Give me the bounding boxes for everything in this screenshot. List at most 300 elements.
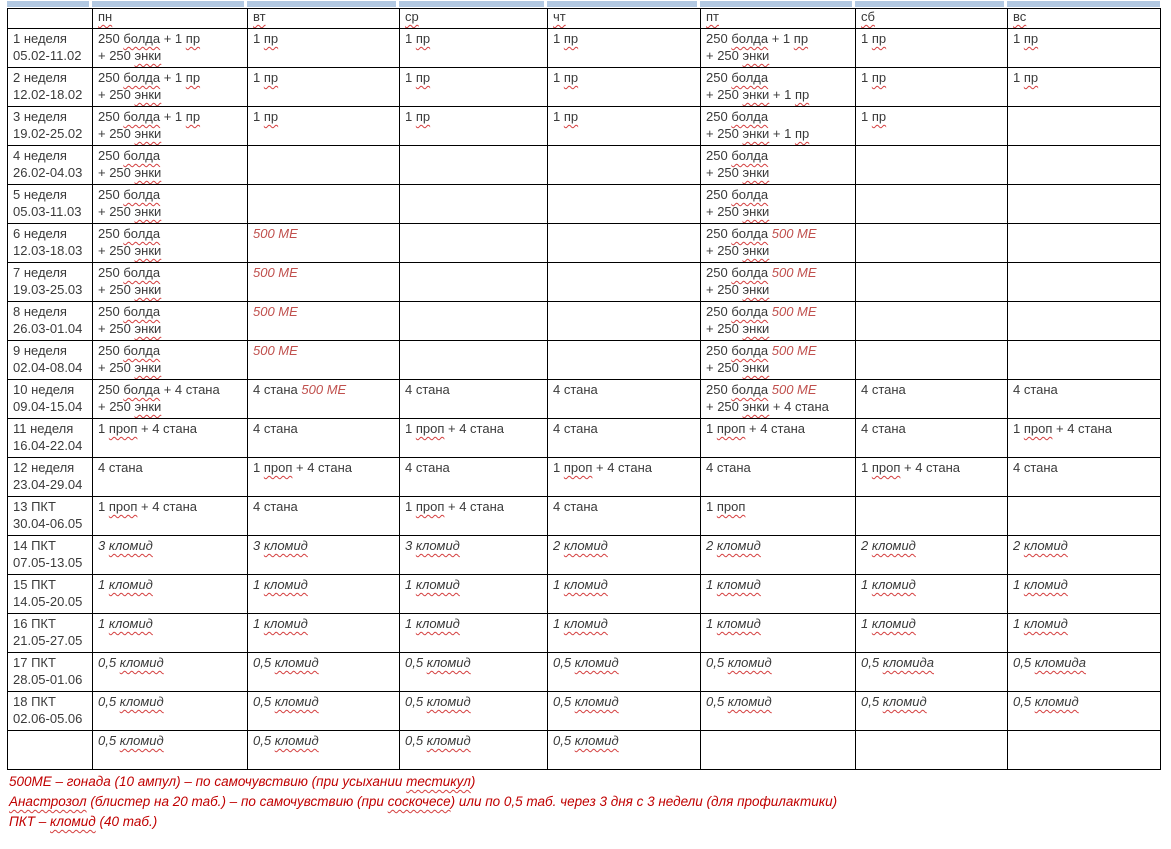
- schedule-cell: 4 стана: [1008, 380, 1161, 419]
- schedule-cell: 0,5 кломид: [93, 653, 248, 692]
- schedule-cell: 250 болда + 250 энки: [93, 341, 248, 380]
- schedule-cell: 1 пр: [400, 107, 548, 146]
- table-row: [8, 146, 1161, 185]
- spellcheck-word: соскочесе: [387, 794, 451, 809]
- schedule-cell: 1 пр: [1008, 29, 1161, 68]
- schedule-cell: 4 стана: [548, 380, 701, 419]
- day-header-вт: [248, 9, 400, 29]
- schedule-cell: 1 пр: [1008, 68, 1161, 107]
- week-label-cell: 12 неделя 23.04-29.04: [8, 458, 93, 497]
- dose-500me: 500 МЕ: [253, 304, 298, 319]
- schedule-cell: 1 кломид: [856, 614, 1008, 653]
- spellcheck-word: энки: [742, 126, 770, 141]
- spellcheck-word: кломид: [563, 538, 608, 553]
- table-row: [8, 497, 1161, 536]
- table-row: [8, 458, 1161, 497]
- schedule-table: [7, 8, 1161, 770]
- spellcheck-word: энки: [742, 243, 770, 258]
- table-row: [8, 185, 1161, 224]
- week-label-cell: 4 неделя 26.02-04.03: [8, 146, 93, 185]
- schedule-cell: 0,5 кломид: [548, 692, 701, 731]
- schedule-cell: [1008, 263, 1161, 302]
- spellcheck-word: энки: [742, 87, 770, 102]
- spellcheck-word: болда: [123, 265, 161, 280]
- schedule-cell: [856, 263, 1008, 302]
- spellcheck-word: Анастрозол: [9, 794, 87, 809]
- spellcheck-word: кломид: [119, 655, 164, 670]
- spellcheck-word: энки: [742, 204, 770, 219]
- day-header-пн: [93, 9, 248, 29]
- schedule-cell: 0,5 кломида: [856, 653, 1008, 692]
- spellcheck-word: энки: [134, 165, 162, 180]
- week-label-cell: 13 ПКТ 30.04-06.05: [8, 497, 93, 536]
- highlight-segment: [399, 1, 547, 7]
- highlight-segment: [92, 1, 247, 7]
- table-row: [8, 380, 1161, 419]
- schedule-cell: 0,5 кломид: [548, 731, 701, 770]
- schedule-cell: [248, 263, 400, 302]
- spellcheck-word: проп: [415, 421, 445, 436]
- spellcheck-word: тестикул: [406, 774, 471, 789]
- spellcheck-word: болда: [123, 187, 161, 202]
- spellcheck-word: пр: [563, 109, 579, 124]
- schedule-cell: 1 проп + 4 стана: [400, 419, 548, 458]
- schedule-cell: 1 кломид: [400, 575, 548, 614]
- week-label-cell: 10 неделя 09.04-15.04: [8, 380, 93, 419]
- schedule-cell: 2 кломид: [701, 536, 856, 575]
- schedule-cell: [856, 497, 1008, 536]
- spellcheck-word: кломид: [426, 655, 471, 670]
- spellcheck-word: болда: [731, 304, 769, 319]
- spellcheck-word: вт: [253, 9, 266, 24]
- spellcheck-word: проп: [108, 421, 138, 436]
- table-row: [8, 224, 1161, 263]
- spellcheck-word: проп: [716, 499, 746, 514]
- spellcheck-word: кломид: [415, 538, 460, 553]
- schedule-cell: 1 кломид: [701, 614, 856, 653]
- spellcheck-word: пр: [793, 31, 809, 46]
- spellcheck-word: болда: [123, 343, 161, 358]
- spellcheck-word: болда: [123, 382, 161, 397]
- dose-500me: 500 МЕ: [771, 226, 817, 241]
- spellcheck-word: энки: [742, 321, 770, 336]
- footnotes: [9, 772, 837, 832]
- spellcheck-word: энки: [134, 243, 162, 258]
- highlight-segment: [855, 1, 1007, 7]
- spellcheck-word: проп: [108, 499, 138, 514]
- spellcheck-word: болда: [731, 187, 769, 202]
- week-label-cell: 8 неделя 26.03-01.04: [8, 302, 93, 341]
- spellcheck-word: вс: [1013, 9, 1027, 24]
- table-row: [8, 692, 1161, 731]
- spellcheck-word: кломид: [415, 577, 460, 592]
- schedule-cell: 250 болда + 4 стана + 250 энки: [93, 380, 248, 419]
- spellcheck-word: чт: [553, 9, 566, 24]
- schedule-cell: 1 проп + 4 стана: [548, 458, 701, 497]
- spellcheck-word: кломид: [415, 616, 460, 631]
- spellcheck-word: кломид: [50, 814, 96, 829]
- schedule-cell: 4 стана: [93, 458, 248, 497]
- spellcheck-word: пр: [415, 70, 431, 85]
- spellcheck-word: энки: [134, 204, 162, 219]
- header-row: [8, 9, 1161, 29]
- week-label-cell: 2 неделя 12.02-18.02: [8, 68, 93, 107]
- table-top-highlight: [7, 1, 1160, 7]
- spellcheck-word: пр: [263, 109, 279, 124]
- spellcheck-word: болда: [731, 148, 769, 163]
- spellcheck-word: энки: [742, 360, 770, 375]
- week-label-cell: 1 неделя 05.02-11.02: [8, 29, 93, 68]
- footnote-line: Анастрозол (блистер на 20 таб.) – по самочувствию (при соскочесе) или по 0,5 таб. через 3 дня с 3 недели (для профилактики): [9, 794, 838, 809]
- spellcheck-word: пр: [563, 70, 579, 85]
- schedule-cell: 1 проп + 4 стана: [93, 419, 248, 458]
- day-header-пт: [701, 9, 856, 29]
- spellcheck-word: кломид: [727, 655, 772, 670]
- schedule-cell: [248, 302, 400, 341]
- schedule-cell: 4 стана 500 МЕ: [248, 380, 400, 419]
- spellcheck-word: пр: [185, 109, 201, 124]
- schedule-cell: 1 пр: [856, 68, 1008, 107]
- spellcheck-word: болда: [123, 70, 161, 85]
- schedule-cell: 250 болда + 1 пр + 250 энки: [701, 29, 856, 68]
- schedule-cell: [548, 263, 701, 302]
- spellcheck-word: пр: [871, 70, 887, 85]
- spellcheck-word: кломид: [871, 538, 916, 553]
- spellcheck-word: энки: [742, 282, 770, 297]
- schedule-cell: 4 стана: [248, 497, 400, 536]
- table-row: [8, 614, 1161, 653]
- schedule-cell: 1 кломид: [400, 614, 548, 653]
- spellcheck-word: кломид: [716, 538, 761, 553]
- schedule-cell: 0,5 кломид: [1008, 692, 1161, 731]
- spellcheck-word: кломид: [871, 577, 916, 592]
- week-label-cell: 5 неделя 05.03-11.03: [8, 185, 93, 224]
- dose-500me: 500 МЕ: [301, 382, 347, 397]
- spellcheck-word: пр: [794, 87, 810, 102]
- schedule-cell: 1 кломид: [701, 575, 856, 614]
- day-header-сб: [856, 9, 1008, 29]
- table-row: [8, 653, 1161, 692]
- schedule-cell: 2 кломид: [548, 536, 701, 575]
- schedule-cell: [1008, 224, 1161, 263]
- spellcheck-word: энки: [134, 282, 162, 297]
- day-header-вс: [1008, 9, 1161, 29]
- day-header-чт: [548, 9, 701, 29]
- spellcheck-word: кломид: [1023, 616, 1068, 631]
- schedule-cell: 0,5 кломид: [856, 692, 1008, 731]
- schedule-cell: 250 болда + 250 энки: [93, 224, 248, 263]
- spellcheck-word: кломид: [274, 694, 319, 709]
- spellcheck-word: энки: [134, 87, 162, 102]
- spellcheck-word: пр: [263, 70, 279, 85]
- schedule-cell: [248, 185, 400, 224]
- schedule-cell: 1 пр: [548, 29, 701, 68]
- schedule-cell: 0,5 кломид: [93, 731, 248, 770]
- spellcheck-word: кломид: [727, 694, 772, 709]
- schedule-cell: [548, 341, 701, 380]
- schedule-cell: 1 кломид: [548, 575, 701, 614]
- spellcheck-word: болда: [123, 148, 161, 163]
- table-row: [8, 68, 1161, 107]
- week-label-cell: 18 ПКТ 02.06-05.06: [8, 692, 93, 731]
- spellcheck-word: пр: [1023, 70, 1039, 85]
- spellcheck-word: болда: [731, 265, 769, 280]
- schedule-cell: 250 болда + 1 пр + 250 энки: [93, 68, 248, 107]
- schedule-cell: [400, 341, 548, 380]
- spellcheck-word: болда: [731, 226, 769, 241]
- schedule-cell: 250 болда 500 МЕ + 250 энки: [701, 341, 856, 380]
- spellcheck-word: болда: [123, 31, 161, 46]
- highlight-segment: [700, 1, 855, 7]
- spellcheck-word: сб: [861, 9, 875, 24]
- spellcheck-word: кломид: [882, 694, 927, 709]
- spellcheck-word: кломид: [716, 577, 761, 592]
- schedule-cell: 0,5 кломид: [248, 692, 400, 731]
- week-label-cell: 16 ПКТ 21.05-27.05: [8, 614, 93, 653]
- spellcheck-word: энки: [742, 399, 770, 414]
- schedule-cell: 1 проп + 4 стана: [400, 497, 548, 536]
- schedule-cell: [548, 146, 701, 185]
- schedule-cell: 1 пр: [548, 107, 701, 146]
- schedule-cell: 1 пр: [400, 29, 548, 68]
- footnote-line: 500МЕ – гонада (10 ампул) – по самочувствию (при усыхании тестикул): [9, 774, 476, 789]
- schedule-cell: 4 стана: [856, 380, 1008, 419]
- table-row: [8, 536, 1161, 575]
- dose-500me: 500 МЕ: [253, 226, 298, 241]
- spellcheck-word: кломида: [882, 655, 934, 670]
- schedule-cell: 4 стана: [1008, 458, 1161, 497]
- day-header-ср: [400, 9, 548, 29]
- schedule-cell: 1 проп + 4 стана: [1008, 419, 1161, 458]
- table-row: [8, 107, 1161, 146]
- table-row: [8, 341, 1161, 380]
- spellcheck-word: кломид: [108, 538, 153, 553]
- dose-500me: 500 МЕ: [253, 265, 298, 280]
- dose-500me: 500 МЕ: [771, 304, 817, 319]
- spellcheck-word: болда: [123, 226, 161, 241]
- table-row: [8, 263, 1161, 302]
- schedule-cell: 1 пр: [856, 29, 1008, 68]
- schedule-cell: 1 пр: [248, 68, 400, 107]
- schedule-cell: 1 пр: [548, 68, 701, 107]
- spellcheck-word: кломид: [263, 577, 308, 592]
- schedule-cell: 1 кломид: [1008, 614, 1161, 653]
- schedule-cell: 0,5 кломид: [248, 653, 400, 692]
- spellcheck-word: пр: [185, 31, 201, 46]
- schedule-cell: [856, 731, 1008, 770]
- schedule-cell: 0,5 кломид: [400, 692, 548, 731]
- spellcheck-word: пр: [185, 70, 201, 85]
- week-label-cell: 17 ПКТ 28.05-01.06: [8, 653, 93, 692]
- spellcheck-word: кломид: [263, 538, 308, 553]
- schedule-cell: 1 проп + 4 стана: [248, 458, 400, 497]
- table-row: [8, 731, 1161, 770]
- spellcheck-word: кломид: [426, 733, 471, 748]
- spellcheck-word: кломид: [574, 655, 619, 670]
- spellcheck-word: кломид: [108, 577, 153, 592]
- spellcheck-word: кломид: [563, 577, 608, 592]
- schedule-cell: 1 проп: [701, 497, 856, 536]
- spellcheck-word: кломид: [274, 733, 319, 748]
- spellcheck-word: пр: [871, 31, 887, 46]
- spellcheck-word: энки: [742, 48, 770, 63]
- table-row: [8, 575, 1161, 614]
- schedule-cell: 250 болда + 250 энки + 1 пр: [701, 68, 856, 107]
- schedule-cell: [1008, 146, 1161, 185]
- spellcheck-word: кломид: [574, 694, 619, 709]
- schedule-cell: [548, 302, 701, 341]
- schedule-cell: 250 болда + 250 энки: [93, 185, 248, 224]
- schedule-cell: [856, 185, 1008, 224]
- schedule-cell: 0,5 кломид: [548, 653, 701, 692]
- spellcheck-word: болда: [123, 304, 161, 319]
- table-row: [8, 302, 1161, 341]
- spellcheck-word: пр: [1023, 31, 1039, 46]
- spellcheck-word: пр: [563, 31, 579, 46]
- week-label-cell: 7 неделя 19.03-25.03: [8, 263, 93, 302]
- schedule-cell: [1008, 341, 1161, 380]
- schedule-cell: 250 болда + 250 энки + 1 пр: [701, 107, 856, 146]
- spellcheck-word: энки: [134, 399, 162, 414]
- schedule-cell: [1008, 107, 1161, 146]
- spellcheck-word: кломид: [871, 616, 916, 631]
- spellcheck-word: кломид: [1034, 694, 1079, 709]
- footnote-line: ПКТ – кломид (40 таб.): [9, 814, 158, 829]
- spellcheck-word: энки: [134, 126, 162, 141]
- schedule-cell: [400, 224, 548, 263]
- spellcheck-word: энки: [134, 360, 162, 375]
- schedule-cell: 1 проп + 4 стана: [93, 497, 248, 536]
- spellcheck-word: кломид: [574, 733, 619, 748]
- dose-500me: 500 МЕ: [771, 343, 817, 358]
- schedule-cell: 250 болда 500 МЕ + 250 энки + 4 стана: [701, 380, 856, 419]
- schedule-cell: 1 проп + 4 стана: [856, 458, 1008, 497]
- schedule-cell: 1 кломид: [248, 575, 400, 614]
- spellcheck-word: кломид: [119, 694, 164, 709]
- spellcheck-word: пт: [706, 9, 719, 24]
- spellcheck-word: пр: [415, 31, 431, 46]
- schedule-cell: [548, 224, 701, 263]
- week-label-cell: [8, 731, 93, 770]
- schedule-cell: [548, 185, 701, 224]
- schedule-cell: [856, 224, 1008, 263]
- spellcheck-word: болда: [731, 70, 769, 85]
- spellcheck-word: проп: [871, 460, 901, 475]
- spellcheck-word: проп: [415, 499, 445, 514]
- schedule-cell: 250 болда + 250 энки: [93, 146, 248, 185]
- schedule-cell: 250 болда + 250 энки: [93, 302, 248, 341]
- week-label-cell: 14 ПКТ 07.05-13.05: [8, 536, 93, 575]
- spellcheck-word: болда: [731, 109, 769, 124]
- spellcheck-word: проп: [563, 460, 593, 475]
- highlight-segment: [547, 1, 700, 7]
- schedule-cell: [1008, 497, 1161, 536]
- spellcheck-word: энки: [742, 165, 770, 180]
- schedule-cell: [400, 146, 548, 185]
- schedule-cell: 250 болда + 250 энки: [701, 146, 856, 185]
- corner-cell: [8, 9, 93, 29]
- schedule-cell: 1 пр: [248, 29, 400, 68]
- schedule-cell: 250 болда 500 МЕ + 250 энки: [701, 263, 856, 302]
- schedule-body: [8, 29, 1161, 770]
- spellcheck-word: болда: [731, 382, 769, 397]
- spellcheck-word: болда: [123, 109, 161, 124]
- schedule-cell: 4 стана: [248, 419, 400, 458]
- dose-500me: 500 МЕ: [253, 343, 298, 358]
- spellcheck-word: кломид: [1023, 538, 1068, 553]
- schedule-cell: 1 пр: [400, 68, 548, 107]
- highlight-segment: [7, 1, 92, 7]
- table-row: [8, 29, 1161, 68]
- spellcheck-word: кломид: [563, 616, 608, 631]
- schedule-cell: 1 кломид: [1008, 575, 1161, 614]
- schedule-cell: 4 стана: [856, 419, 1008, 458]
- schedule-cell: 1 пр: [856, 107, 1008, 146]
- spellcheck-word: кломид: [108, 616, 153, 631]
- schedule-cell: 3 кломид: [248, 536, 400, 575]
- spellcheck-word: кломид: [1023, 577, 1068, 592]
- spellcheck-word: болда: [731, 343, 769, 358]
- schedule-cell: 0,5 кломид: [93, 692, 248, 731]
- table-row: [8, 419, 1161, 458]
- spellcheck-word: пр: [871, 109, 887, 124]
- schedule-cell: [1008, 185, 1161, 224]
- dose-500me: 500 МЕ: [771, 382, 817, 397]
- schedule-cell: 4 стана: [548, 419, 701, 458]
- schedule-cell: 2 кломид: [856, 536, 1008, 575]
- schedule-cell: 1 проп + 4 стана: [701, 419, 856, 458]
- schedule-cell: 1 кломид: [548, 614, 701, 653]
- highlight-segment: [1007, 1, 1160, 7]
- spellcheck-word: болда: [731, 31, 769, 46]
- schedule-cell: [1008, 302, 1161, 341]
- schedule-cell: 250 болда + 250 энки: [93, 263, 248, 302]
- spellcheck-word: кломид: [716, 616, 761, 631]
- spellcheck-word: пр: [794, 126, 810, 141]
- spellcheck-word: энки: [134, 321, 162, 336]
- week-label-cell: 6 неделя 12.03-18.03: [8, 224, 93, 263]
- schedule-cell: [856, 146, 1008, 185]
- spellcheck-word: кломид: [426, 694, 471, 709]
- schedule-cell: 4 стана: [701, 458, 856, 497]
- schedule-cell: 0,5 кломид: [400, 653, 548, 692]
- spellcheck-word: проп: [263, 460, 293, 475]
- schedule-cell: [400, 302, 548, 341]
- spellcheck-word: кломид: [263, 616, 308, 631]
- spellcheck-word: пн: [98, 9, 113, 24]
- schedule-cell: 250 болда 500 МЕ + 250 энки: [701, 302, 856, 341]
- spellcheck-word: пр: [263, 31, 279, 46]
- schedule-cell: 250 болда + 1 пр + 250 энки: [93, 29, 248, 68]
- schedule-cell: [701, 731, 856, 770]
- schedule-cell: 1 кломид: [93, 575, 248, 614]
- schedule-cell: 1 кломид: [248, 614, 400, 653]
- schedule-cell: 2 кломид: [1008, 536, 1161, 575]
- schedule-cell: [1008, 731, 1161, 770]
- schedule-cell: 0,5 кломид: [400, 731, 548, 770]
- schedule-cell: 0,5 кломид: [701, 692, 856, 731]
- schedule-cell: [856, 341, 1008, 380]
- spellcheck-word: пр: [415, 109, 431, 124]
- schedule-cell: 3 кломид: [93, 536, 248, 575]
- schedule-cell: 4 стана: [400, 380, 548, 419]
- spellcheck-word: проп: [716, 421, 746, 436]
- schedule-cell: 0,5 кломид: [701, 653, 856, 692]
- schedule-cell: [248, 224, 400, 263]
- schedule-cell: [248, 341, 400, 380]
- schedule-cell: 1 кломид: [93, 614, 248, 653]
- spellcheck-word: ср: [405, 9, 419, 24]
